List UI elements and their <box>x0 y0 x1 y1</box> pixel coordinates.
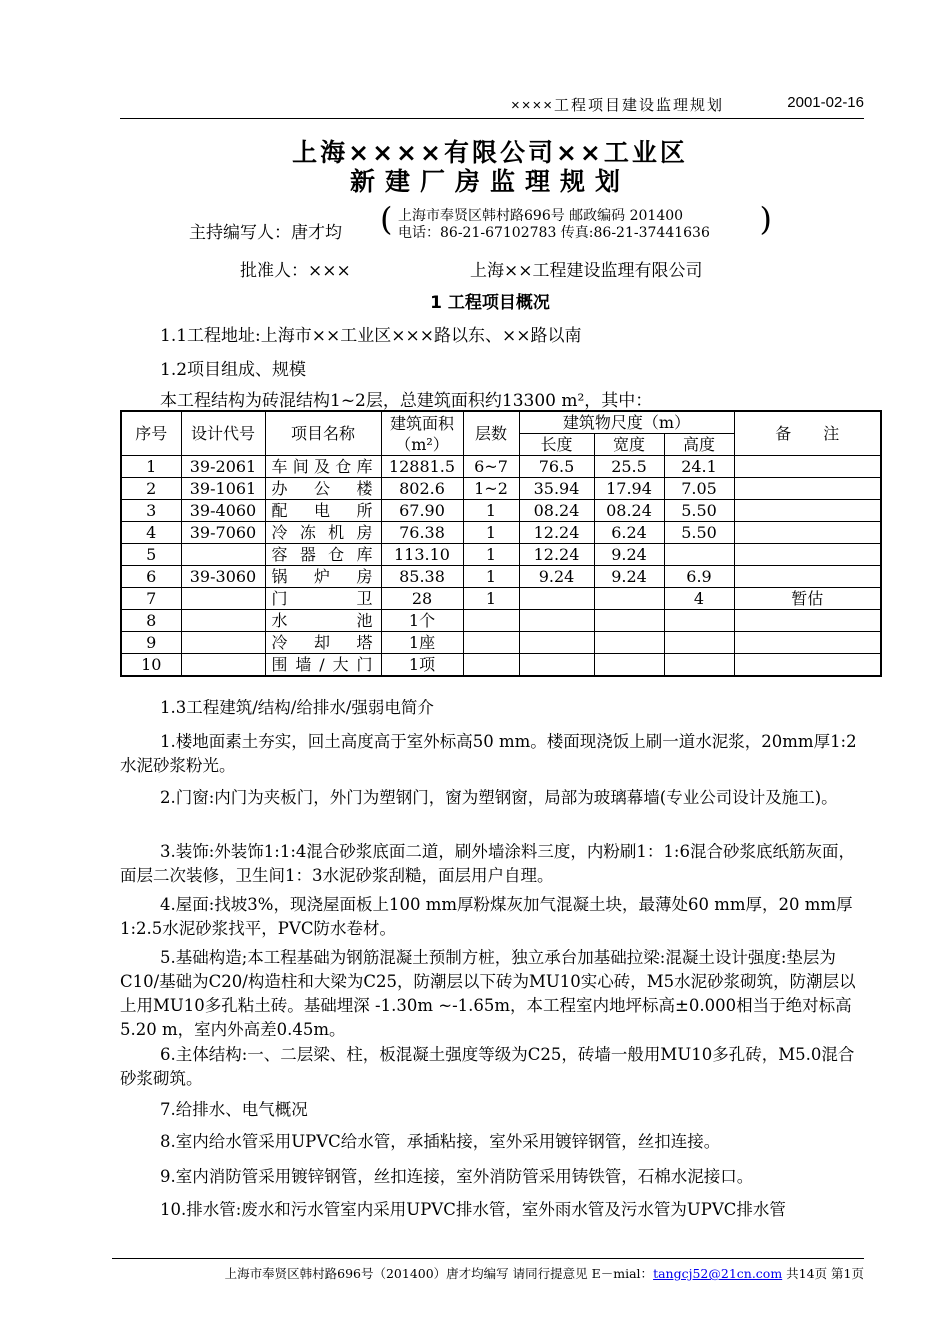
cell-no: 4 <box>121 522 181 544</box>
cell-code: 39-2061 <box>181 456 265 478</box>
cell-no: 5 <box>121 544 181 566</box>
header-area: 建筑面积（m²） <box>381 411 463 456</box>
cell-name: 围墙/大门 <box>265 654 381 677</box>
table-row <box>121 456 881 478</box>
header-no: 序号 <box>121 411 181 456</box>
project-address: 1.1工程地址:上海市××工业区×××路以东、××路以南 <box>160 326 582 346</box>
cell-code <box>181 588 265 610</box>
cell-wid: 9.24 <box>594 566 664 588</box>
cell-len: 08.24 <box>519 500 594 522</box>
company-name: 上海××工程建设监理有限公司 <box>470 261 703 281</box>
cell-area: 28 <box>381 588 463 610</box>
table-row <box>121 544 881 566</box>
contact-address: 上海市奉贤区韩村路696号 邮政编码 201400 <box>398 208 684 224</box>
cell-wid: 08.24 <box>594 500 664 522</box>
cell-wid: 17.94 <box>594 478 664 500</box>
header-length: 长度 <box>519 434 594 456</box>
cell-no: 9 <box>121 632 181 654</box>
cell-len: 12.24 <box>519 522 594 544</box>
approver: 批准人：××× <box>240 261 351 281</box>
contact-block <box>380 200 772 241</box>
cell-len <box>519 610 594 632</box>
cell-note <box>734 566 881 588</box>
cell-note <box>734 610 881 632</box>
cell-wid <box>594 588 664 610</box>
cell-note <box>734 654 881 677</box>
cell-wid <box>594 610 664 632</box>
header-name: 项目名称 <box>265 411 381 456</box>
paragraph-8: 8.室内给水管采用UPVC给水管，承插粘接，室外采用镀锌钢管，丝扣连接。 <box>160 1132 721 1151</box>
cell-code: 39-7060 <box>181 522 265 544</box>
section-heading: 1 工程项目概况 <box>430 293 550 313</box>
paragraph-4: 4.屋面:找坡3%，现浇屋面板上100 mm厚粉煤灰加气混凝土块，最薄处60 mm厚，20 mm厚1:2.5水泥砂浆找平，PVC防水卷材。 <box>120 895 853 938</box>
document-title: 上海××××有限公司××工业区 <box>292 138 688 167</box>
table-header-row <box>121 411 881 434</box>
cell-note <box>734 500 881 522</box>
cell-wid <box>594 632 664 654</box>
cell-no: 8 <box>121 610 181 632</box>
cell-len: 35.94 <box>519 478 594 500</box>
cell-name: 锅炉房 <box>265 566 381 588</box>
cell-len: 9.24 <box>519 566 594 588</box>
header-note: 备 注 <box>734 411 881 456</box>
scale-description: 本工程结构为砖混结构1~2层，总建筑面积约13300 m²，其中： <box>160 391 653 411</box>
cell-note <box>734 522 881 544</box>
footer-text: 上海市奉贤区韩村路696号（201400）唐才均编写 请同行提意见 E－mial： <box>224 1266 654 1281</box>
table-row <box>121 522 881 544</box>
table-row <box>121 588 881 610</box>
cell-floors: 1 <box>463 544 519 566</box>
paragraph-10: 10.排水管:废水和污水管室内采用UPVC排水管，室外雨水管及污水管为UPVC排水管 <box>160 1200 786 1219</box>
cell-len: 76.5 <box>519 456 594 478</box>
cell-name: 配电所 <box>265 500 381 522</box>
cell-name: 办公楼 <box>265 478 381 500</box>
cell-area: 76.38 <box>381 522 463 544</box>
paragraph-1: 1.楼地面素土夯实，回土高度高于室外标高50 mm。楼面现浇饭上刷一道水泥浆，20mm厚1:2水泥砂浆粉光。 <box>120 732 857 775</box>
cell-wid: 6.24 <box>594 522 664 544</box>
table-row <box>121 632 881 654</box>
page-header <box>120 92 864 119</box>
table-row <box>121 654 881 677</box>
cell-hgt <box>664 610 734 632</box>
cell-area: 1座 <box>381 632 463 654</box>
cell-name: 车间及仓库 <box>265 456 381 478</box>
cell-code <box>181 610 265 632</box>
header-width: 宽度 <box>594 434 664 456</box>
right-paren: ) <box>759 200 772 238</box>
cell-floors: 6~7 <box>463 456 519 478</box>
cell-area: 67.90 <box>381 500 463 522</box>
cell-hgt: 7.05 <box>664 478 734 500</box>
cell-note: 暂估 <box>734 588 881 610</box>
cell-len <box>519 654 594 677</box>
cell-hgt <box>664 654 734 677</box>
cell-no: 2 <box>121 478 181 500</box>
contact-phone: 电话：86-21-67102783 传真:86-21-37441636 <box>398 225 710 241</box>
cell-floors: 1 <box>463 522 519 544</box>
cell-no: 1 <box>121 456 181 478</box>
document-subtitle: 新建厂房监理规划 <box>349 167 630 196</box>
subsection-heading: 1.2项目组成、规模 <box>160 360 307 380</box>
table-row <box>121 478 881 500</box>
cell-area: 802.6 <box>381 478 463 500</box>
cell-len <box>519 632 594 654</box>
cell-len: 12.24 <box>519 544 594 566</box>
table-row <box>121 610 881 632</box>
paragraph-5: 5.基础构造;本工程基础为钢筋混凝土预制方桩，独立承台加基础拉梁:混凝土设计强度:垫层为C10/基础为C20/构造柱和大梁为C25，防潮层以下砖为MU10实心砖，M5水泥砂浆砌筑，防潮层以上用MU10多孔粘土砖。基础埋深 -1.30m ~-1.65m，本工程室内地坪标高±0.000相当于绝对标高5.20 m，室内外高差0.45m。 <box>120 948 856 1039</box>
cell-hgt: 5.50 <box>664 522 734 544</box>
author: 主持编写人：唐才均 <box>189 223 342 243</box>
page-count: 共14页 第1页 <box>782 1266 864 1281</box>
footer-divider <box>112 1258 864 1259</box>
cell-no: 6 <box>121 566 181 588</box>
cell-hgt: 24.1 <box>664 456 734 478</box>
header-date: 2001-02-16 <box>787 94 864 111</box>
cell-hgt: 5.50 <box>664 500 734 522</box>
cell-area: 113.10 <box>381 544 463 566</box>
paragraph-6: 6.主体结构:一、二层梁、柱，板混凝土强度等级为C25，砖墙一般用MU10多孔砖，M5.0混合砂浆砌筑。 <box>120 1045 855 1088</box>
subsection-13: 1.3工程建筑/结构/给排水/强弱电简介 <box>160 698 434 717</box>
cell-wid <box>594 654 664 677</box>
cell-code: 39-3060 <box>181 566 265 588</box>
cell-wid: 9.24 <box>594 544 664 566</box>
cell-note <box>734 478 881 500</box>
cell-hgt: 4 <box>664 588 734 610</box>
paragraph-2: 2.门窗:内门为夹板门，外门为塑钢门，窗为塑钢窗，局部为玻璃幕墙(专业公司设计及施工)。 <box>160 788 838 807</box>
cell-floors: 1 <box>463 566 519 588</box>
cell-floors: 1 <box>463 500 519 522</box>
cell-floors: 1 <box>463 588 519 610</box>
cell-area: 12881.5 <box>381 456 463 478</box>
cell-name: 门卫 <box>265 588 381 610</box>
cell-note <box>734 544 881 566</box>
header-dimensions: 建筑物尺度（m） <box>519 411 734 434</box>
email-link[interactable]: tangcj52@21cn.com <box>653 1266 783 1281</box>
cell-note <box>734 456 881 478</box>
building-table <box>120 410 882 677</box>
cell-area: 1个 <box>381 610 463 632</box>
cell-floors <box>463 654 519 677</box>
cell-len <box>519 588 594 610</box>
cell-no: 3 <box>121 500 181 522</box>
cell-note <box>734 632 881 654</box>
cell-no: 7 <box>121 588 181 610</box>
cell-code <box>181 544 265 566</box>
cell-name: 容器仓库 <box>265 544 381 566</box>
table-row <box>121 500 881 522</box>
header-height: 高度 <box>664 434 734 456</box>
header-floors: 层数 <box>463 411 519 456</box>
cell-hgt <box>664 632 734 654</box>
cell-floors: 1~2 <box>463 478 519 500</box>
page-footer <box>225 1264 864 1282</box>
header-title: ××××工程项目建设监理规划 <box>510 97 724 114</box>
cell-code: 39-4060 <box>181 500 265 522</box>
cell-floors <box>463 610 519 632</box>
cell-code: 39-1061 <box>181 478 265 500</box>
header-code: 设计代号 <box>181 411 265 456</box>
left-paren: ( <box>380 200 393 238</box>
cell-name: 冷却塔 <box>265 632 381 654</box>
table-row <box>121 566 881 588</box>
paragraph-3: 3.装饰:外装饰1:1:4混合砂浆底面二道，刷外墙涂料三度，内粉刷1：1:6混合砂浆底纸筋灰面，面层二次装修，卫生间1：3水泥砂浆刮糙，面层用户自理。 <box>120 842 855 885</box>
paragraph-9: 9.室内消防管采用镀锌钢管，丝扣连接，室外消防管采用铸铁管，石棉水泥接口。 <box>160 1167 754 1186</box>
cell-hgt <box>664 544 734 566</box>
paragraph-7: 7.给排水、电气概况 <box>160 1100 308 1119</box>
cell-code <box>181 654 265 677</box>
cell-name: 冷冻机房 <box>265 522 381 544</box>
cell-hgt: 6.9 <box>664 566 734 588</box>
cell-code <box>181 632 265 654</box>
cell-floors <box>463 632 519 654</box>
cell-name: 水池 <box>265 610 381 632</box>
cell-area: 85.38 <box>381 566 463 588</box>
cell-area: 1项 <box>381 654 463 677</box>
cell-no: 10 <box>121 654 181 677</box>
cell-wid: 25.5 <box>594 456 664 478</box>
